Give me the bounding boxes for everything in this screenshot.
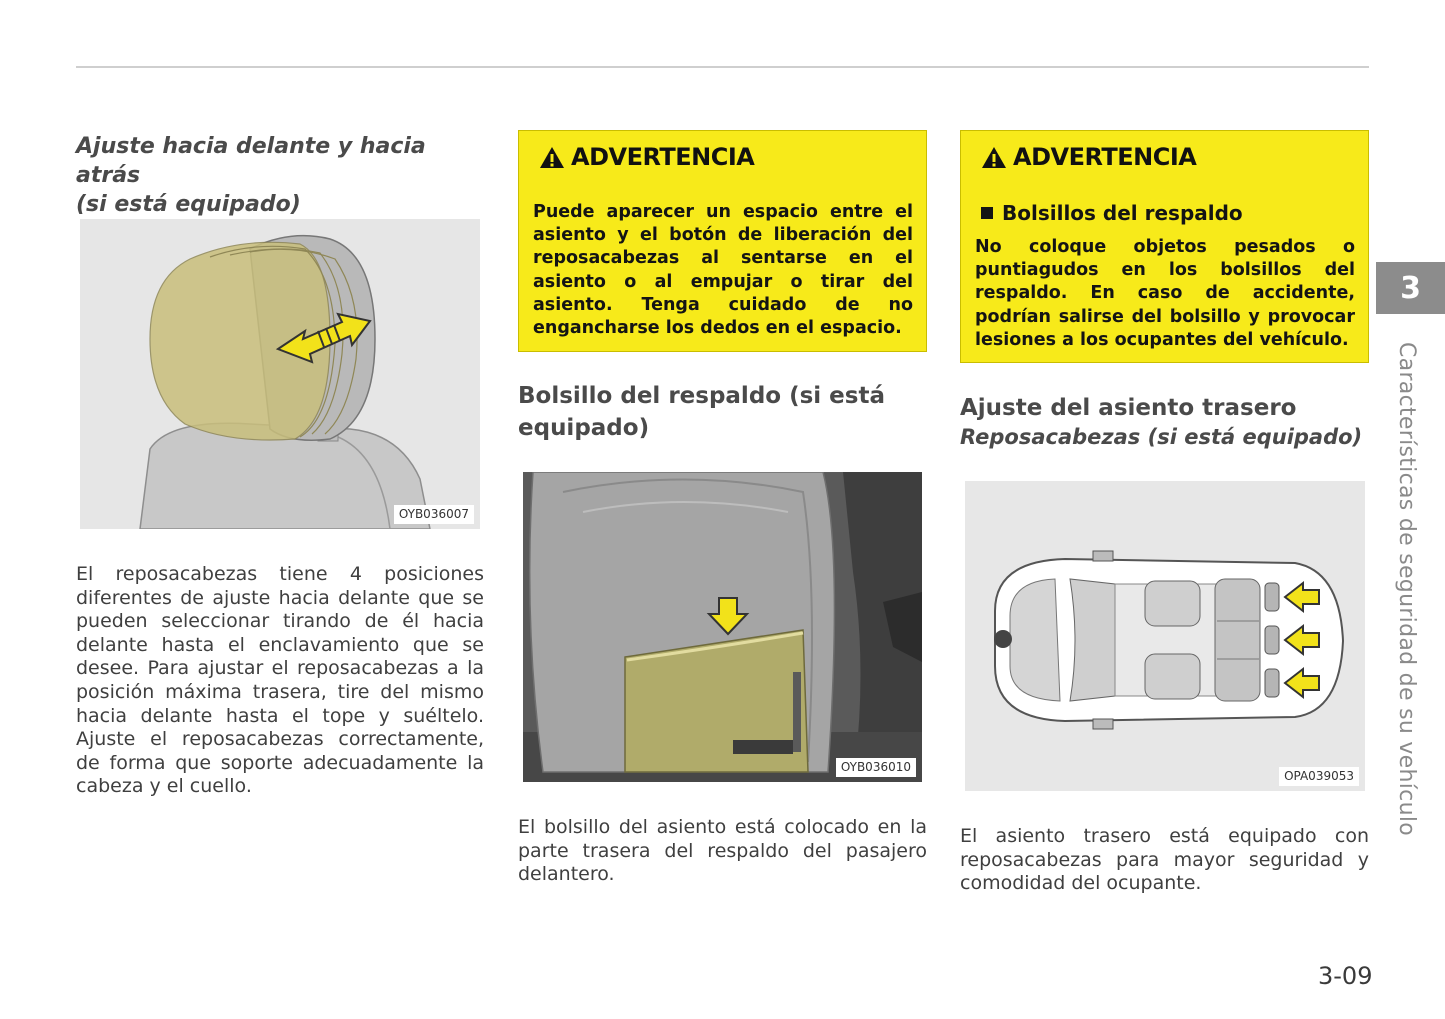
warning-box-gap — [518, 130, 927, 352]
chapter-number-tab: 3 — [1376, 262, 1445, 314]
warning-triangle-icon — [981, 145, 1007, 169]
section-heading-line1: Bolsillo del respaldo (si está — [518, 383, 885, 409]
warning-title-text: ADVERTENCIA — [1013, 143, 1197, 171]
section-heading-line2: (si está equipado) — [76, 192, 301, 217]
section-heading-line2: equipado) — [518, 415, 650, 441]
top-rule — [76, 66, 1369, 68]
warning-box-pockets — [960, 130, 1369, 363]
seat-pocket-figure — [523, 472, 922, 782]
section-heading-line1: Ajuste hacia delante y hacia atrás — [76, 134, 426, 188]
warning-title — [539, 143, 754, 171]
warning-subtitle — [981, 201, 1243, 225]
square-bullet-icon — [981, 207, 993, 219]
warning-title-text: ADVERTENCIA — [571, 143, 755, 171]
section-subheading: Reposacabezas (si está equipado) — [960, 425, 1363, 449]
figure-code: OYB036007 — [394, 505, 474, 524]
warning-subtitle-text: Bolsillos del respaldo — [1002, 201, 1243, 225]
middle-body-text: El bolsillo del asiento está colocado en la parte trasera del respaldo del pasajero delantero. — [518, 816, 927, 886]
car-topview-illustration — [965, 481, 1365, 791]
rear-seat-figure — [965, 481, 1365, 791]
warning-triangle-icon — [539, 145, 565, 169]
right-body-text: El asiento trasero está equipado con reposacabezas para mayor seguridad y comodidad del ocupante. — [960, 825, 1369, 895]
warning-text: Puede aparecer un espacio entre el asiento y el botón de liberación del reposacabezas al sentarse en el asiento o al empujar o tirar del asiento. Tenga cuidado de no engancharse los dedos en el espacio. — [533, 202, 913, 339]
seat-pocket-illustration — [523, 472, 922, 782]
warning-text: No coloque objetos pesados o puntiagudos en los bolsillos del respaldo. En caso de accidente, podrían salirse del bolsillo y provocar lesiones a los ocupantes del vehículo. — [975, 237, 1355, 350]
figure-code: OPA039053 — [1279, 767, 1359, 786]
headrest-figure — [80, 219, 480, 529]
section-heading: Ajuste del asiento trasero — [960, 395, 1297, 421]
warning-title — [981, 143, 1196, 171]
chapter-title: Características de seguridad de su vehículo — [1394, 342, 1419, 836]
figure-code: OYB036010 — [836, 758, 916, 777]
headrest-illustration — [80, 219, 480, 529]
left-body-text: El reposacabezas tiene 4 posiciones diferentes de ajuste hacia delante que se pueden seleccionar tirando de él hacia delante hasta el enclavamiento que se desee. Para ajustar el reposacabezas a la posición máxima trasera, tire del mismo hacia delante hasta el tope y suéltelo. Ajuste el reposacabezas correctamente, de forma que soporte adecuadamente la cabeza y el cuello. — [76, 563, 484, 798]
page-number: 3-09 — [1318, 962, 1373, 990]
